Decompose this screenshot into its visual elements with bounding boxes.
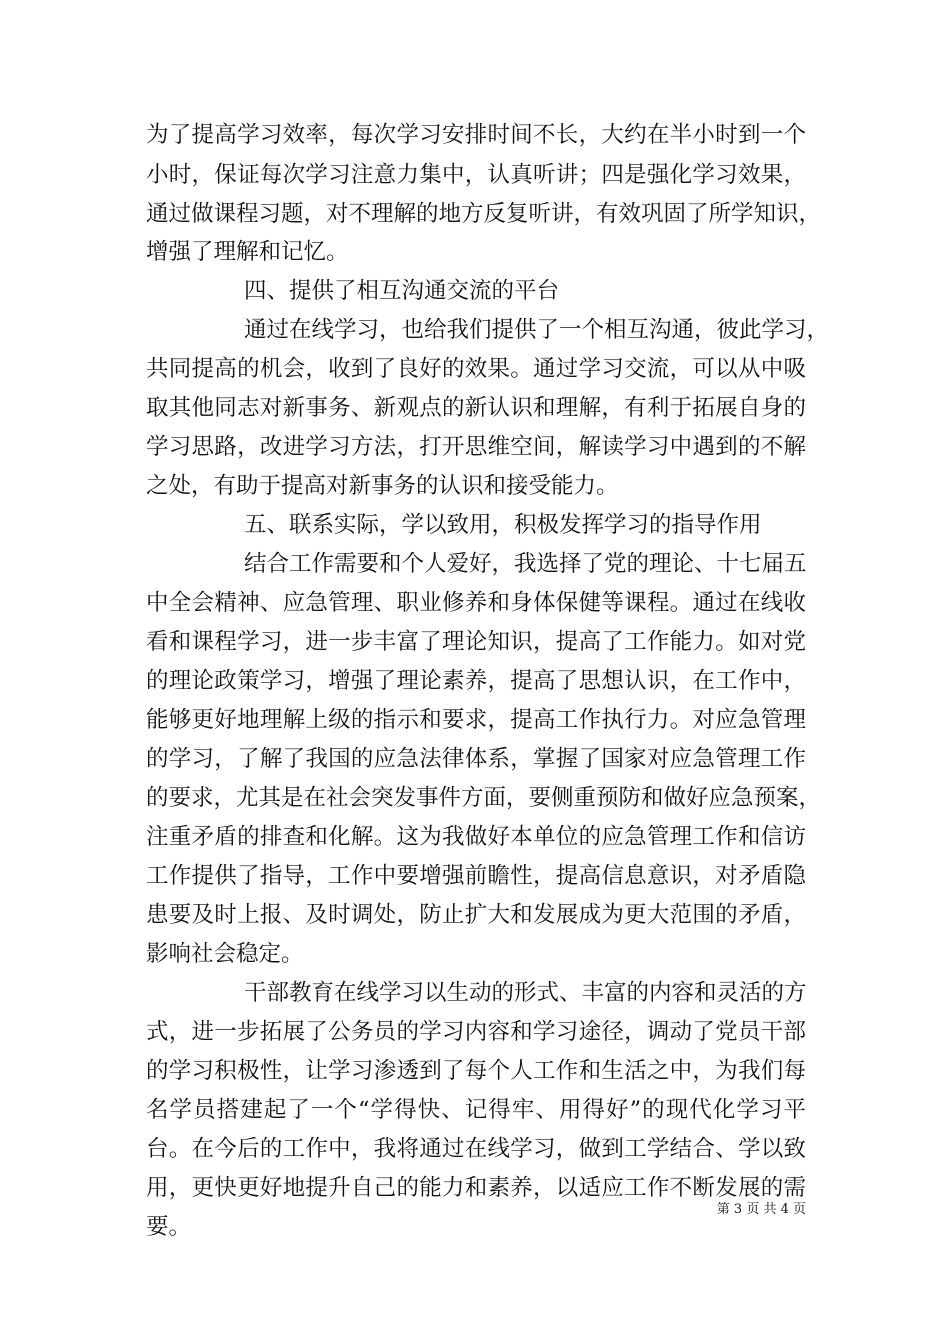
section-heading: 四、提供了相互沟通交流的平台	[244, 278, 560, 304]
body-line: 结合工作需要和个人爱好，我选择了党的理论、十七届五	[244, 551, 807, 577]
body-line: 注重矛盾的排查和化解。这为我做好本单位的应急管理工作和信访	[146, 824, 806, 850]
body-line: 通过做课程习题，对不理解的地方反复听讲，有效巩固了所学知识，	[146, 201, 822, 227]
body-line: 式，进一步拓展了公务员的学习内容和学习途径，调动了党员干部	[146, 1019, 806, 1045]
body-line: 通过在线学习，也给我们提供了一个相互沟通，彼此学习，	[244, 317, 830, 343]
body-line: 影响社会稳定。	[146, 941, 304, 967]
body-line: 的学习积极性，让学习渗透到了每个人工作和生活之中，为我们每	[146, 1058, 806, 1084]
body-line: 的要求，尤其是在社会突发事件方面，要侧重预防和做好应急预案，	[146, 785, 822, 811]
body-line: 要。	[146, 1214, 192, 1240]
body-line: 小时，保证每次学习注意力集中，认真听讲；四是强化学习效果，	[146, 162, 806, 188]
body-line: 用，更快更好地提升自己的能力和素养，以适应工作不断发展的需	[146, 1175, 806, 1201]
body-line: 为了提高学习效率，每次学习安排时间不长，大约在半小时到一个	[146, 122, 806, 148]
body-line: 工作提供了指导，工作中要增强前瞻性，提高信息意识，对矛盾隐	[146, 863, 806, 889]
body-line: 中全会精神、应急管理、职业修养和身体保健等课程。通过在线收	[146, 590, 806, 616]
body-line: 共同提高的机会，收到了良好的效果。通过学习交流，可以从中吸	[146, 356, 806, 382]
page-number: 第 3 页 共 4 页	[716, 1202, 806, 1217]
body-line: 名学员搭建起了一个“学得快、记得牢、用得好”的现代化学习平	[146, 1097, 806, 1123]
body-line: 的理论政策学习，增强了理论素养，提高了思想认识，在工作中，	[146, 668, 806, 694]
body-line: 增强了理解和记忆。	[146, 239, 349, 265]
body-line: 取其他同志对新事务、新观点的新认识和理解，有利于拓展自身的	[146, 395, 806, 421]
body-line: 看和课程学习，进一步丰富了理论知识，提高了工作能力。如对党	[146, 629, 806, 655]
body-line: 的学习，了解了我国的应急法律体系，掌握了国家对应急管理工作	[146, 746, 806, 772]
body-line: 患要及时上报、及时调处，防止扩大和发展成为更大范围的矛盾，	[146, 902, 806, 928]
body-line: 之处，有助于提高对新事务的认识和接受能力。	[146, 473, 619, 499]
body-line: 干部教育在线学习以生动的形式、丰富的内容和灵活的方	[244, 980, 807, 1006]
section-heading: 五、联系实际，学以致用，积极发挥学习的指导作用	[244, 512, 762, 538]
body-line: 学习思路，改进学习方法，打开思维空间，解读学习中遇到的不解	[146, 434, 806, 460]
body-line: 台。在今后的工作中，我将通过在线学习，做到工学结合、学以致	[146, 1136, 806, 1162]
body-line: 能够更好地理解上级的指示和要求，提高工作执行力。对应急管理	[146, 707, 806, 733]
